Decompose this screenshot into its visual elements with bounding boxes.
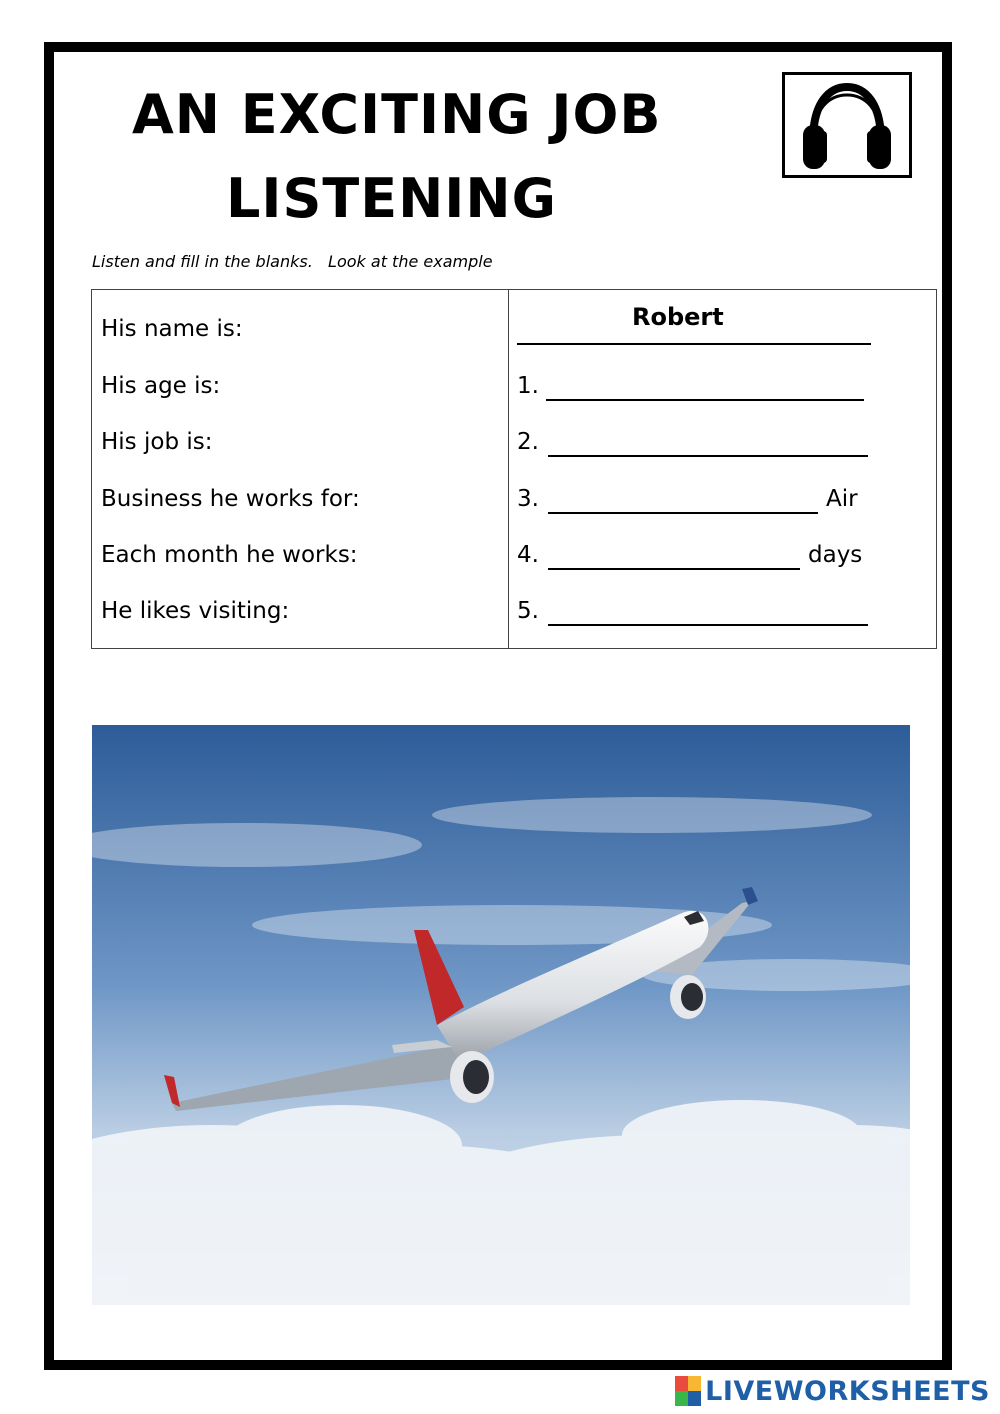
answer-blank-4[interactable] [548, 568, 800, 570]
answer-number: 2. [517, 429, 539, 455]
answer-blank-3[interactable] [548, 512, 818, 514]
worksheet-title-line2: LISTENING [226, 167, 557, 230]
answer-number: 1. [517, 373, 539, 399]
question-label: His age is: [101, 373, 221, 399]
answer-blank-1[interactable] [546, 399, 864, 401]
example-answer: Robert [632, 303, 724, 331]
liveworksheets-brand: LIVEWORKSHEETS [705, 1375, 990, 1407]
answer-blank-2[interactable] [548, 455, 868, 457]
instructions-text: Listen and fill in the blanks. Look at the example [92, 252, 493, 271]
liveworksheets-logo [675, 1374, 990, 1408]
question-label: He likes visiting: [101, 598, 290, 624]
airplane-photo [92, 725, 910, 1305]
question-label: Business he works for: [101, 486, 360, 512]
answer-blank-5[interactable] [548, 624, 868, 626]
question-label: His name is: [101, 316, 243, 342]
liveworksheets-logo-icon [675, 1376, 701, 1406]
answer-number: 3. [517, 486, 539, 512]
worksheet-title-line1: AN EXCITING JOB [132, 83, 662, 146]
answer-suffix: Air [826, 486, 858, 512]
headphones-icon [785, 75, 909, 175]
example-answer-line [517, 343, 871, 345]
question-label: His job is: [101, 429, 213, 455]
table-divider [508, 290, 509, 648]
answer-number: 5. [517, 598, 539, 624]
headphones-icon-box [782, 72, 912, 178]
answer-suffix: days [808, 542, 863, 568]
answer-number: 4. [517, 542, 539, 568]
question-label: Each month he works: [101, 542, 358, 568]
